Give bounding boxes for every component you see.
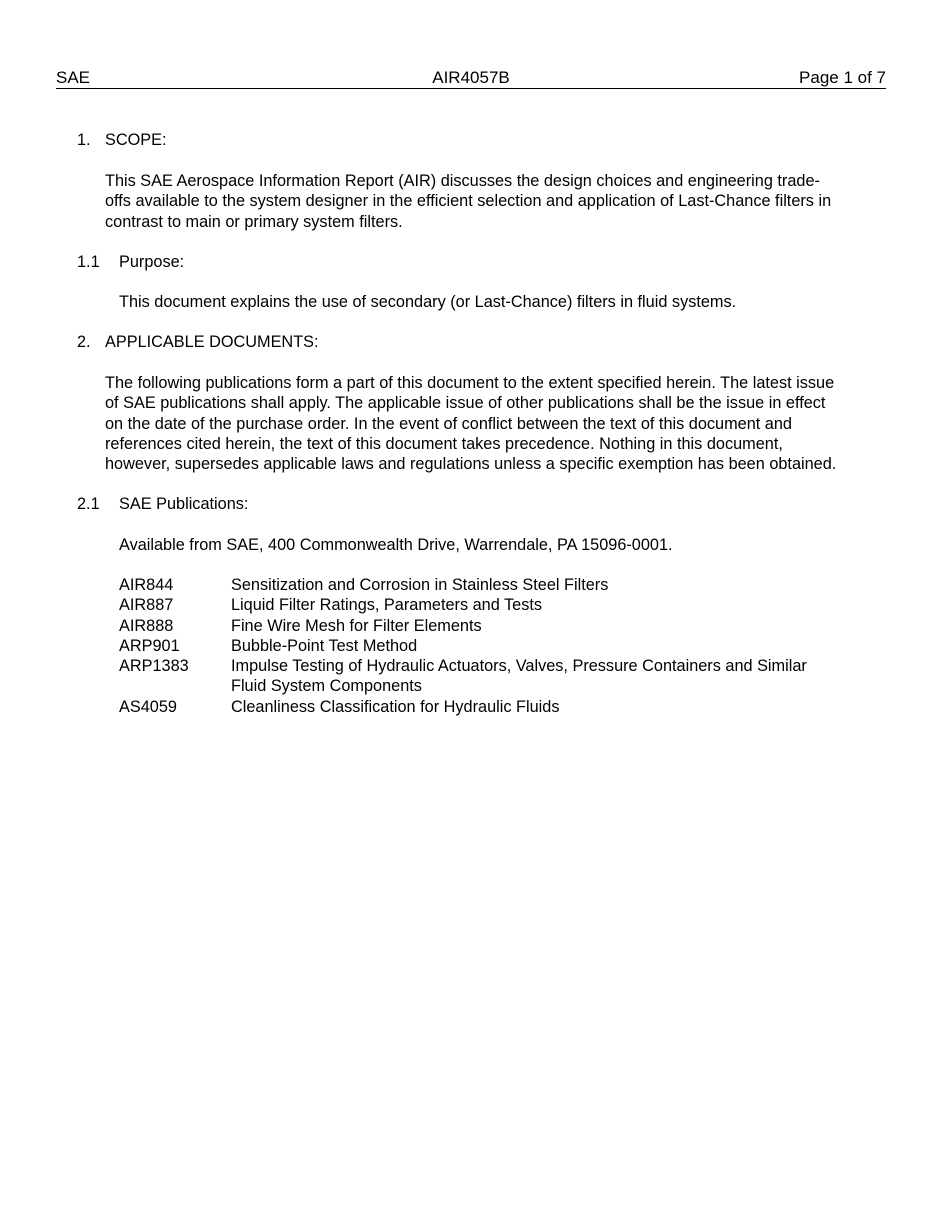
reference-item xyxy=(119,636,879,656)
section-title: APPLICABLE DOCUMENTS: xyxy=(105,333,319,351)
reference-title xyxy=(231,656,879,697)
section-title: SCOPE: xyxy=(105,131,167,149)
paragraph-line: offs available to the system designer in the efficient selection and application of Last-Chance filters in xyxy=(105,192,832,211)
reference-title xyxy=(231,575,879,595)
section-number: 1.1 xyxy=(77,253,100,271)
header-doc-number: AIR4057B xyxy=(432,68,510,87)
scope-paragraph xyxy=(105,171,831,232)
reference-list xyxy=(119,575,879,717)
reference-title xyxy=(231,595,879,615)
paragraph-line: Available from SAE, 400 Commonwealth Drive, Warrendale, PA 15096-0001. xyxy=(119,536,673,554)
paragraph-line: references cited herein, the text of this document takes precedence. Nothing in this document, xyxy=(105,434,783,453)
reference-title xyxy=(231,697,879,717)
header-page-number: Page 1 of 7 xyxy=(799,68,886,87)
reference-title-line: Cleanliness Classification for Hydraulic Fluids xyxy=(231,697,560,716)
reference-item xyxy=(119,656,879,697)
reference-title xyxy=(231,636,879,656)
reference-item xyxy=(119,575,879,595)
section-number: 1. xyxy=(77,131,91,149)
paragraph-line: contrast to main or primary system filters. xyxy=(105,212,403,231)
reference-item xyxy=(119,616,879,636)
paragraph-line: This document explains the use of secondary (or Last-Chance) filters in fluid systems. xyxy=(119,293,737,311)
reference-title-line: Liquid Filter Ratings, Parameters and Tests xyxy=(231,596,542,615)
section-title: SAE Publications: xyxy=(119,495,249,513)
reference-code: AS4059 xyxy=(119,697,177,716)
paragraph-line: of SAE publications shall apply. The applicable issue of other publications shall be the issue in effect xyxy=(105,394,826,413)
page-header xyxy=(56,68,886,89)
section-number: 2.1 xyxy=(77,495,100,513)
reference-title-line: Impulse Testing of Hydraulic Actuators, Valves, Pressure Containers and Similar xyxy=(231,657,807,676)
sae-publications-paragraph xyxy=(119,535,673,555)
reference-code: AIR888 xyxy=(119,616,174,635)
reference-title xyxy=(231,616,879,636)
applicable-documents-paragraph xyxy=(105,373,836,474)
reference-code: AIR844 xyxy=(119,576,174,594)
purpose-paragraph xyxy=(119,292,736,312)
reference-code: AIR887 xyxy=(119,596,174,615)
reference-title-line: Sensitization and Corrosion in Stainless Steel Filters xyxy=(231,576,609,594)
paragraph-line: however, supersedes applicable laws and regulations unless a specific exemption has been obtained. xyxy=(105,455,837,474)
reference-title-line: Bubble-Point Test Method xyxy=(231,636,418,655)
section-title: Purpose: xyxy=(119,253,185,271)
paragraph-line: This SAE Aerospace Information Report (AIR) discusses the design choices and engineering trade- xyxy=(105,172,820,190)
paragraph-line: on the date of the purchase order. In the event of conflict between the text of this document and xyxy=(105,414,792,433)
reference-title-line: Fluid System Components xyxy=(231,677,422,696)
reference-title-line: Fine Wire Mesh for Filter Elements xyxy=(231,616,482,635)
reference-item xyxy=(119,697,879,717)
section-number: 2. xyxy=(77,333,91,351)
header-org: SAE xyxy=(56,68,91,87)
reference-code: ARP901 xyxy=(119,636,180,655)
reference-code: ARP1383 xyxy=(119,657,189,676)
reference-item xyxy=(119,595,879,615)
paragraph-line: The following publications form a part of this document to the extent specified herein. The latest issue xyxy=(105,374,835,392)
